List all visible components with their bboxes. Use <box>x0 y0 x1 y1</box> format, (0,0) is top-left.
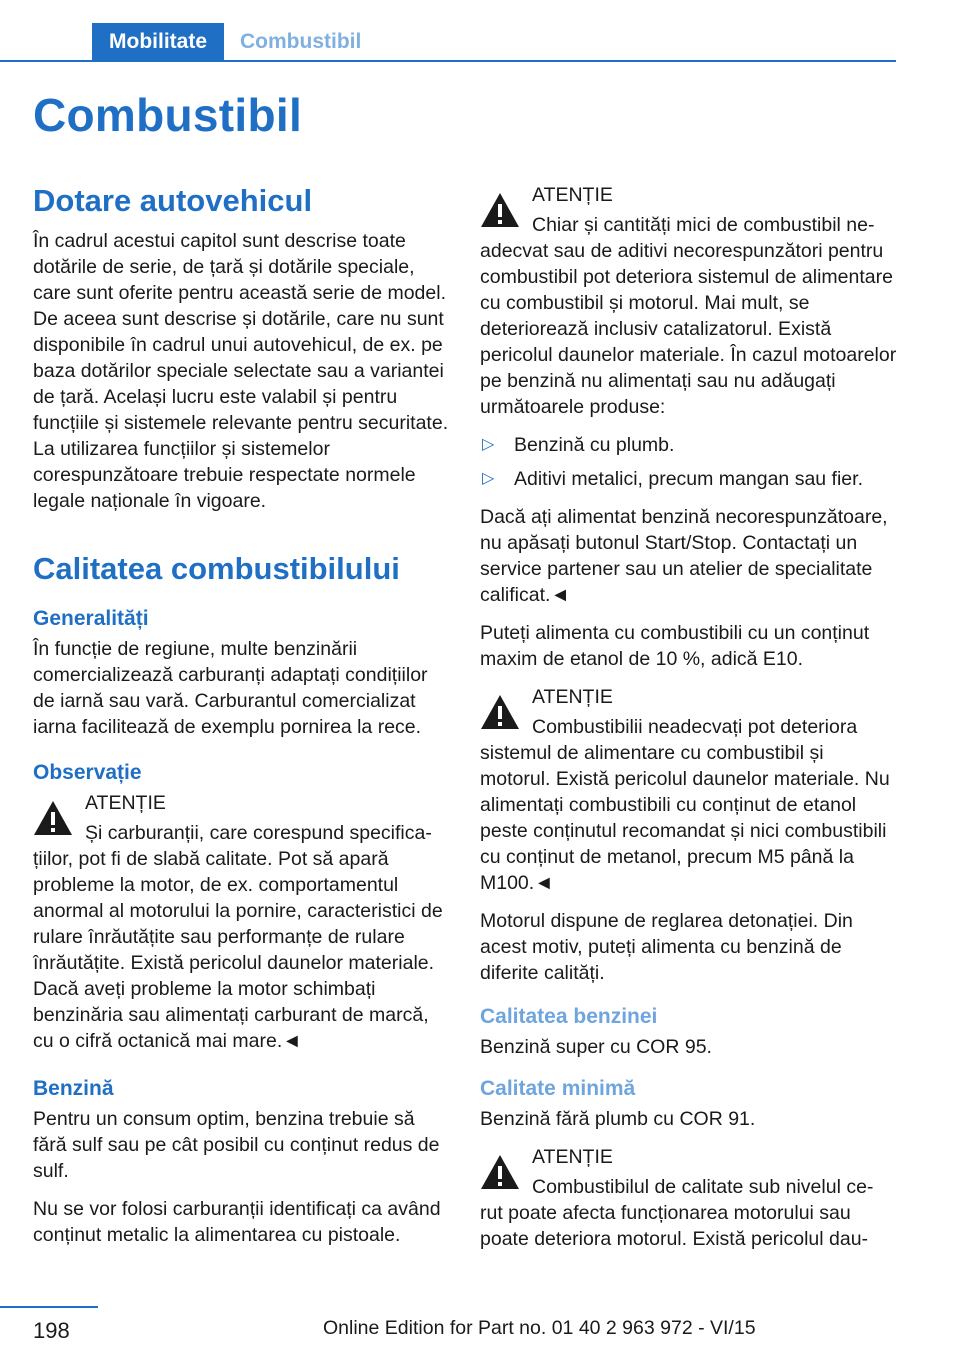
list-item-text: Aditivi metalici, precum mangan sau fier. <box>514 468 863 490</box>
warning-triangle-icon <box>33 800 73 836</box>
triangle-bullet-icon: ▷ <box>482 436 495 453</box>
warning-block <box>480 182 898 420</box>
tab-mobilitate[interactable]: Mobilitate <box>92 23 224 61</box>
warning-text-first: Și carburanții, care corespund specifica- <box>85 822 432 844</box>
heading-calitate-minima: Calitate minimă <box>480 1077 636 1100</box>
warning-text: rut poate afecta funcționarea motorului sau poate deteriora motorul. Există pericolul dau- <box>480 1202 869 1250</box>
paragraph-etanol: Puteți alimenta cu combustibili cu un conținut maxim de etanol de 10 %, adică E10. <box>480 622 870 670</box>
warning-text: sistemul de alimentare cu combustibil și motorul. Există pericolul daunelor materiale. Nu alimentați combustibili cu conținut de etanol peste conținutul recomandat și nici combustibili cu conținut de metanol, precum M5 până la M100.◄ <box>480 742 890 894</box>
warning-text-first: Combustibilii neadecvați pot deteriora <box>532 716 858 738</box>
warning-text: adecvat sau de aditivi necorespunzători pentru combustibil pot deteriora sistemul de alimentare cu combustibil și motorul. Mai mult, se deteriorează inclusiv catalizatorul. Există pericolul daunelor materiale. În cazul motoarelor pe benzină nu alimentați sau nu adăugați următoarele produse: <box>480 240 897 418</box>
warning-title: ATENȚIE <box>532 184 613 206</box>
warning-text-first: Chiar și cantități mici de combustibil ne- <box>532 214 875 236</box>
warning-text-first: Combustibilul de calitate sub nivelul ce- <box>532 1176 874 1198</box>
heading-calitatea-benzinei: Calitatea benzinei <box>480 1005 658 1028</box>
list-item-text: Benzină cu plumb. <box>514 434 675 456</box>
paragraph-benzina-1: Pentru un consum optim, benzina trebuie să fără sulf sau pe cât posibil cu conținut redus de sulf. <box>33 1108 440 1182</box>
page-header <box>0 0 896 62</box>
paragraph-detonatie: Motorul dispune de reglarea detonației. Din acest motiv, puteți alimenta cu benzină de diferite calități. <box>480 910 853 984</box>
triangle-bullet-icon: ▷ <box>482 470 495 487</box>
warning-block <box>33 790 453 1054</box>
warning-triangle-icon <box>480 694 520 730</box>
warning-triangle-icon <box>480 1154 520 1190</box>
paragraph-generalitati: În funcție de regiune, multe benzinării comercializează carburanți adaptați condițiilor de iarnă sau vară. Carburantul comercializat iarna facilitează de exemplu pornirea la rece. <box>33 638 428 738</box>
warning-triangle-icon <box>480 192 520 228</box>
paragraph-super: Benzină super cu COR 95. <box>480 1036 712 1058</box>
edition-note: Online Edition for Part no. 01 40 2 963 972 - VI/15 <box>323 1317 756 1339</box>
page-title: Combustibil <box>33 89 303 141</box>
heading-calitatea: Calitatea combustibilului <box>33 551 400 586</box>
list-item <box>480 466 898 492</box>
heading-dotare: Dotare autovehicul <box>33 183 313 218</box>
paragraph-dotare: În cadrul acestui capitol sunt descrise toate dotările de serie, de țară și dotările speciale, care sunt oferite pentru această serie de model. De aceea sunt descrise și dotările, care nu sunt disponibile în cadrul unui autovehicul, de ex. pe baza dotărilor speciale selectate sau a variantei de țară. Același lucru este valabil și pentru funcțiile și sistemele relevante pentru securitate. La utilizarea funcțiilor și sistemelor corespunzătoare trebuie respectate normele legale naționale în vigoare. <box>33 230 449 512</box>
page-number: 198 <box>33 1318 70 1343</box>
list-item <box>480 432 898 458</box>
paragraph-benzina-2: Nu se vor folosi carburanții identificați ca având conținut metalic la alimentarea cu pistoale. <box>33 1198 441 1246</box>
warning-block <box>480 684 898 896</box>
heading-observatie: Observație <box>33 761 142 784</box>
heading-benzina: Benzină <box>33 1077 114 1100</box>
paragraph-minima: Benzină fără plumb cu COR 91. <box>480 1108 756 1130</box>
footer-rule <box>0 1306 98 1308</box>
warning-title: ATENȚIE <box>532 686 613 708</box>
tab-combustibil[interactable]: Combustibil <box>240 30 362 53</box>
right-column <box>480 182 898 1264</box>
bullet-list <box>480 432 898 492</box>
warning-text: țiilor, pot fi de slabă calitate. Pot să apară probleme la motor, de ex. comportamentul anormal al motorului la pornire, caracteristici de rulare înrăutățite sau performanțe de rulare înrăutățite. Există pericolul daunelor materiale. Dacă aveți probleme la motor schimbați benzinăria sau alimentați carburant de marcă, cu o cifră octanică mai mare.◄ <box>33 848 443 1052</box>
paragraph-alimentat: Dacă ați alimentat benzină necorespunzătoare, nu apăsați butonul Start/Stop. Contactați un service partener sau un atelier de specialitate calificat.◄ <box>480 506 888 606</box>
warning-title: ATENȚIE <box>85 792 166 814</box>
warning-block <box>480 1144 898 1252</box>
warning-title: ATENȚIE <box>532 1146 613 1168</box>
heading-generalitati: Generalități <box>33 607 149 630</box>
header-rule <box>0 60 896 62</box>
left-column <box>33 182 453 1260</box>
